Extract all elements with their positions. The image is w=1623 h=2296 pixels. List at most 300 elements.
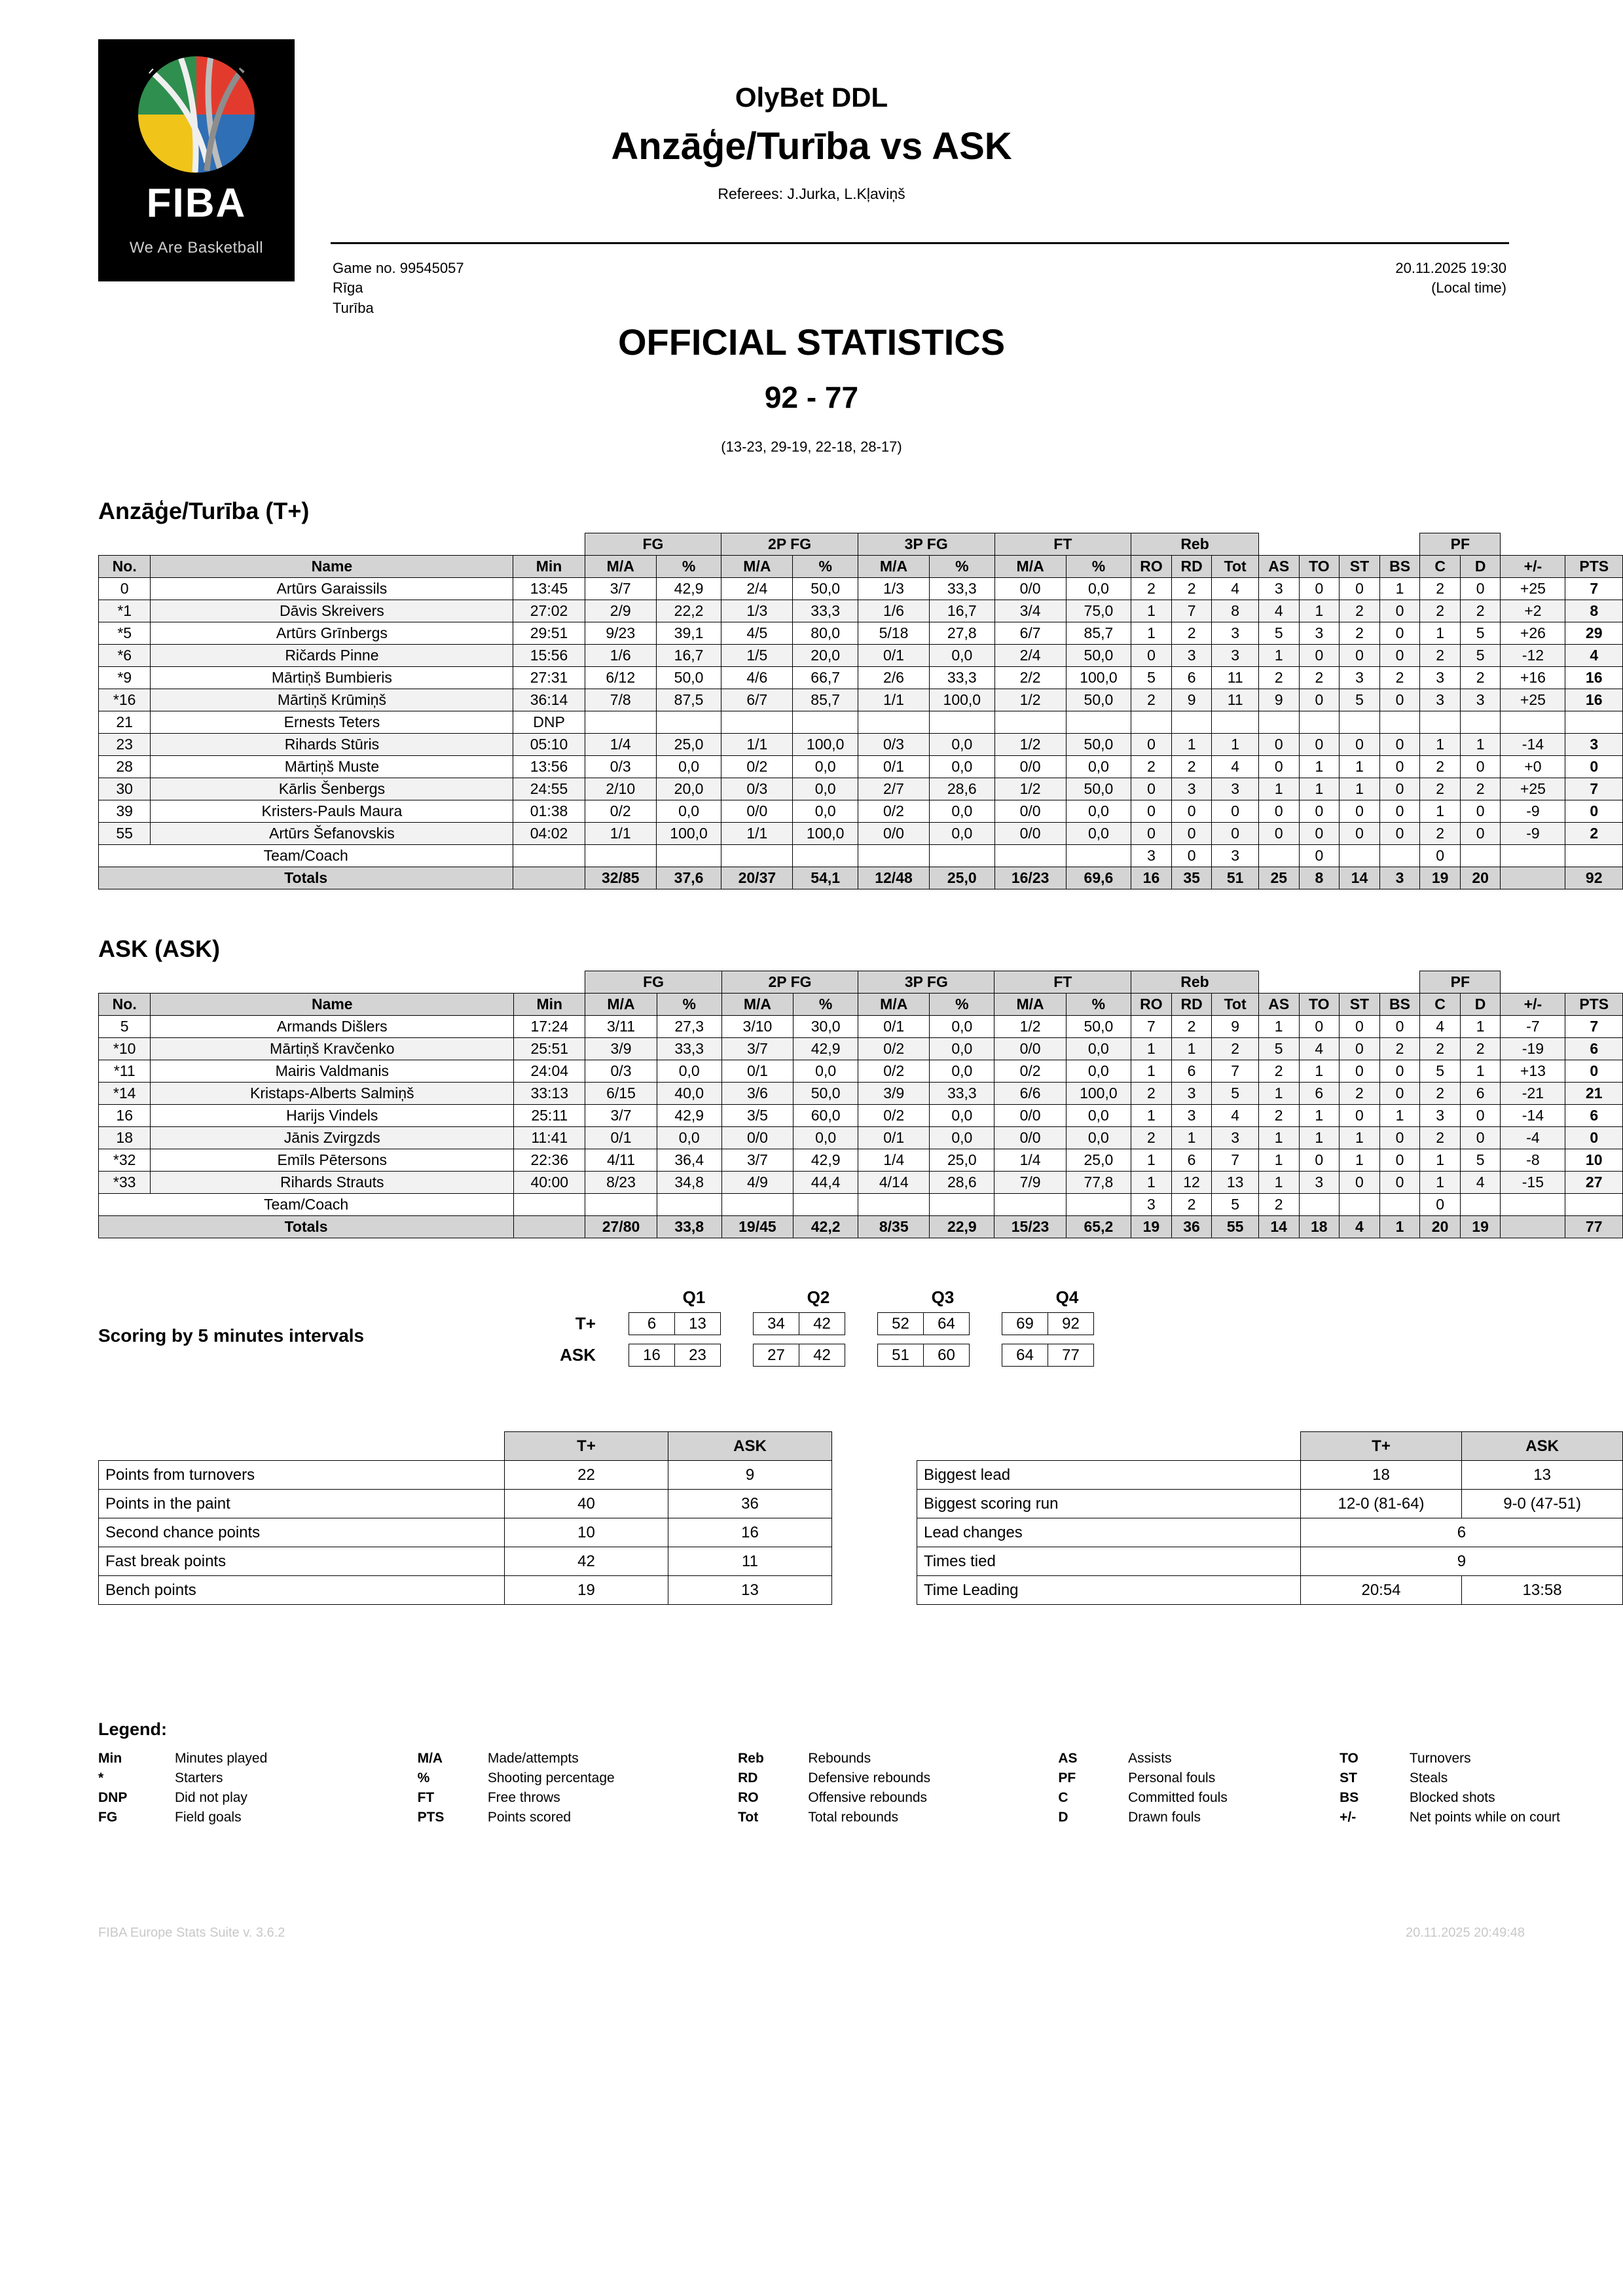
game-city: Rīga — [333, 279, 363, 296]
player-fg-pct: 50,0 — [656, 667, 721, 689]
player-3p-pct: 33,3 — [930, 667, 994, 689]
legend-value: Net points while on court — [1409, 1810, 1560, 1825]
player-2p-ma: 1/1 — [721, 734, 793, 756]
stat-away: 9 — [668, 1461, 832, 1490]
col-3p-ma: M/A — [858, 556, 929, 578]
player-rd: 2 — [1171, 1016, 1212, 1038]
col-rd: RD — [1171, 556, 1212, 578]
col-tot: Tot — [1212, 994, 1258, 1016]
player-ft-ma: 1/2 — [994, 734, 1066, 756]
player-fg-ma: 0/1 — [585, 1127, 657, 1149]
player-min: 04:02 — [513, 823, 585, 845]
player-pts: 7 — [1565, 778, 1623, 800]
team-coach-label: Team/Coach — [99, 845, 513, 867]
player-no: 21 — [99, 711, 151, 734]
player-no: *9 — [99, 667, 151, 689]
col-ro: RO — [1131, 994, 1172, 1016]
player-tot: 2 — [1212, 1038, 1258, 1060]
totals-ft-pct: 65,2 — [1066, 1216, 1131, 1238]
player-c: 4 — [1420, 1016, 1461, 1038]
team-comparison-table — [98, 1431, 832, 1605]
stat-away: 13:58 — [1462, 1576, 1623, 1605]
game-datetime: 20.11.2025 19:30 — [1395, 260, 1506, 276]
empty-cell — [514, 1194, 585, 1216]
player-3p-pct: 33,3 — [930, 1083, 994, 1105]
legend-section — [98, 1719, 1623, 1827]
col-2p-pct: % — [793, 994, 858, 1016]
player-2p-pct: 33,3 — [793, 600, 858, 622]
player-d: 1 — [1460, 1060, 1501, 1083]
col-3p-ma: M/A — [858, 994, 930, 1016]
col-fg-ma: M/A — [585, 556, 656, 578]
player-as: 1 — [1258, 1083, 1299, 1105]
player-as: 5 — [1258, 1038, 1299, 1060]
player-no: *14 — [99, 1083, 151, 1105]
col-ft-ma: M/A — [994, 994, 1066, 1016]
player-3p-pct: 0,0 — [930, 1060, 994, 1083]
player-2p-ma: 3/7 — [721, 1149, 793, 1172]
stat-label: Points from turnovers — [99, 1461, 505, 1490]
player-name: Mārtiņš Muste — [151, 756, 513, 778]
player-ro — [1131, 711, 1172, 734]
player-fg-pct: 27,3 — [657, 1016, 721, 1038]
player-st: 0 — [1340, 734, 1380, 756]
player-2p-ma: 3/5 — [721, 1105, 793, 1127]
fiba-wordmark: FIBA — [146, 181, 247, 226]
player-ft-ma: 2/2 — [994, 667, 1066, 689]
player-ft-ma: 1/2 — [994, 778, 1066, 800]
player-st: 1 — [1340, 778, 1380, 800]
player-pts: 16 — [1565, 667, 1623, 689]
table-row — [99, 1083, 1623, 1105]
player-ro: 1 — [1131, 1149, 1172, 1172]
player-bs: 0 — [1379, 1127, 1420, 1149]
player-st: 1 — [1340, 1127, 1380, 1149]
player-ft-ma: 6/6 — [994, 1083, 1066, 1105]
empty-cell — [994, 845, 1066, 867]
final-score: 92 - 77 — [764, 380, 859, 414]
team-coach-d — [1460, 845, 1501, 867]
player-3p-pct: 16,7 — [930, 600, 994, 622]
legend-key: TO — [1340, 1751, 1359, 1766]
player-ft-pct: 25,0 — [1066, 1149, 1131, 1172]
scoring-table-q1-away — [629, 1344, 721, 1367]
player-name: Rihards Strauts — [151, 1172, 514, 1194]
player-pts: 0 — [1565, 756, 1623, 778]
legend-value: Did not play — [175, 1790, 247, 1805]
player-ft-ma: 2/4 — [994, 645, 1066, 667]
legend-value: Total rebounds — [808, 1810, 899, 1825]
player-d: 0 — [1460, 800, 1501, 823]
player-no: *32 — [99, 1149, 151, 1172]
player-3p-pct: 100,0 — [930, 689, 994, 711]
player-tot: 5 — [1212, 1083, 1258, 1105]
score-cell: 6 — [629, 1313, 675, 1335]
col-ft-pct: % — [1066, 556, 1131, 578]
player-min: 01:38 — [513, 800, 585, 823]
empty-cell — [994, 1194, 1066, 1216]
player-ft-pct: 50,0 — [1066, 1016, 1131, 1038]
totals-fg-pct: 33,8 — [657, 1216, 721, 1238]
table-row — [99, 711, 1623, 734]
table-row — [99, 622, 1623, 645]
player-to: 1 — [1299, 1060, 1340, 1083]
player-pts — [1565, 711, 1623, 734]
player-to: 1 — [1299, 1127, 1340, 1149]
totals-pts: 77 — [1565, 1216, 1623, 1238]
player-name: Emīls Pētersons — [151, 1149, 514, 1172]
player-3p-ma — [858, 711, 929, 734]
player-3p-pct: 25,0 — [930, 1149, 994, 1172]
col-no: No. — [99, 994, 151, 1016]
totals-row — [99, 1216, 1623, 1238]
empty-cell — [1066, 845, 1131, 867]
player-as: 1 — [1258, 1127, 1299, 1149]
col-min: Min — [514, 994, 585, 1016]
player-2p-ma: 3/10 — [721, 1016, 793, 1038]
player-to: 0 — [1299, 1016, 1340, 1038]
player-min: 24:04 — [514, 1060, 585, 1083]
player-3p-ma: 4/14 — [858, 1172, 930, 1194]
player-as: 1 — [1258, 1149, 1299, 1172]
stat-home: 10 — [505, 1518, 668, 1547]
blank-cell — [99, 1432, 505, 1461]
game-localtime: (Local time) — [1431, 279, 1506, 296]
player-ft-ma: 0/0 — [994, 1127, 1066, 1149]
player-d: 0 — [1460, 578, 1501, 600]
player-bs: 1 — [1379, 578, 1420, 600]
player-rd: 3 — [1171, 1105, 1212, 1127]
player-rd: 12 — [1171, 1172, 1212, 1194]
scoring-table-q2-away — [753, 1344, 845, 1367]
team-name-home: Anzāģe/Turība (T+) — [98, 497, 310, 524]
player-ft-ma: 1/2 — [994, 689, 1066, 711]
team-coach-tot: 3 — [1212, 845, 1258, 867]
blank-cell — [1501, 971, 1565, 994]
boxscore-table-home — [98, 533, 1623, 889]
col-d: D — [1460, 556, 1501, 578]
player-ft-pct: 85,7 — [1066, 622, 1131, 645]
stat-away: 13 — [668, 1576, 832, 1605]
player-plusminus: -4 — [1501, 1127, 1565, 1149]
blank-cell — [1501, 533, 1565, 556]
player-pts: 6 — [1565, 1105, 1623, 1127]
player-2p-ma: 0/0 — [721, 800, 793, 823]
col-home: T+ — [505, 1432, 668, 1461]
blank-cell — [1299, 971, 1340, 994]
player-2p-pct: 0,0 — [793, 1127, 858, 1149]
player-ro: 1 — [1131, 1172, 1172, 1194]
stat-label: Fast break points — [99, 1547, 505, 1576]
team-section-home — [0, 497, 1623, 889]
empty-cell — [1501, 1194, 1565, 1216]
player-pts: 21 — [1565, 1083, 1623, 1105]
player-name: Artūrs Garaissils — [151, 578, 513, 600]
team-coach-bs — [1379, 1194, 1420, 1216]
player-as: 9 — [1258, 689, 1299, 711]
totals-as: 25 — [1258, 867, 1299, 889]
player-ft-ma: 1/4 — [994, 1149, 1066, 1172]
player-tot: 8 — [1212, 600, 1258, 622]
table-row — [99, 1547, 832, 1576]
player-plusminus: +0 — [1501, 756, 1565, 778]
player-c: 1 — [1420, 622, 1461, 645]
player-as: 1 — [1258, 645, 1299, 667]
blank-cell — [514, 971, 585, 994]
player-d: 0 — [1460, 756, 1501, 778]
player-ft-ma: 3/4 — [994, 600, 1066, 622]
player-st: 5 — [1340, 689, 1380, 711]
table-row — [99, 800, 1623, 823]
player-bs — [1379, 711, 1420, 734]
player-as: 1 — [1258, 778, 1299, 800]
team-coach-row — [99, 1194, 1623, 1216]
totals-d: 19 — [1460, 1216, 1501, 1238]
player-to: 2 — [1299, 667, 1340, 689]
player-as: 1 — [1258, 1016, 1299, 1038]
player-as: 2 — [1258, 1105, 1299, 1127]
table-row — [99, 1490, 832, 1518]
legend-key: PF — [1058, 1770, 1076, 1785]
player-min: 33:13 — [514, 1083, 585, 1105]
player-tot: 0 — [1212, 800, 1258, 823]
player-st: 2 — [1340, 622, 1380, 645]
player-rd: 2 — [1171, 622, 1212, 645]
player-fg-ma: 1/4 — [585, 734, 656, 756]
table-row — [99, 778, 1623, 800]
player-3p-ma: 2/7 — [858, 778, 929, 800]
player-fg-ma: 0/3 — [585, 1060, 657, 1083]
player-pts: 29 — [1565, 622, 1623, 645]
player-d: 5 — [1460, 1149, 1501, 1172]
player-to: 1 — [1299, 600, 1340, 622]
scoring-intervals-section — [0, 1274, 1623, 1405]
player-as: 3 — [1258, 578, 1299, 600]
player-min: 36:14 — [513, 689, 585, 711]
player-name: Mairis Valdmanis — [151, 1060, 514, 1083]
totals-plusminus — [1501, 867, 1565, 889]
player-d: 1 — [1460, 734, 1501, 756]
team-coach-rd: 2 — [1171, 1194, 1212, 1216]
player-ro: 0 — [1131, 734, 1172, 756]
player-fg-ma: 6/12 — [585, 667, 656, 689]
player-c: 1 — [1420, 734, 1461, 756]
player-rd: 7 — [1171, 600, 1212, 622]
player-pts: 8 — [1565, 600, 1623, 622]
player-3p-ma: 0/1 — [858, 645, 929, 667]
player-fg-pct: 33,3 — [657, 1038, 721, 1060]
col-2p-ma: M/A — [721, 556, 793, 578]
player-2p-pct — [793, 711, 858, 734]
stat-label: Bench points — [99, 1576, 505, 1605]
player-fg-pct: 36,4 — [657, 1149, 721, 1172]
empty-cell — [930, 845, 994, 867]
player-rd: 0 — [1171, 823, 1212, 845]
player-ft-ma: 0/0 — [994, 800, 1066, 823]
player-3p-pct: 0,0 — [930, 756, 994, 778]
player-as: 5 — [1258, 622, 1299, 645]
player-as: 0 — [1258, 756, 1299, 778]
player-no: *5 — [99, 622, 151, 645]
player-fg-pct: 87,5 — [656, 689, 721, 711]
stat-label: Biggest scoring run — [917, 1490, 1301, 1518]
player-ro: 2 — [1131, 578, 1172, 600]
player-plusminus: -8 — [1501, 1149, 1565, 1172]
player-3p-pct: 0,0 — [930, 1038, 994, 1060]
player-to: 0 — [1299, 823, 1340, 845]
player-2p-pct: 0,0 — [793, 778, 858, 800]
col-away: ASK — [1462, 1432, 1623, 1461]
player-2p-ma: 3/7 — [721, 1038, 793, 1060]
empty-cell — [585, 845, 656, 867]
player-ft-ma: 0/0 — [994, 756, 1066, 778]
legend-key: Reb — [738, 1751, 764, 1766]
col-3p-pct: % — [930, 994, 994, 1016]
player-3p-pct: 0,0 — [930, 800, 994, 823]
legend-value: Committed fouls — [1128, 1790, 1228, 1805]
col-bs: BS — [1379, 994, 1420, 1016]
table-row — [917, 1490, 1623, 1518]
legend-key: C — [1058, 1790, 1068, 1805]
totals-rd: 36 — [1171, 1216, 1212, 1238]
player-fg-ma: 3/7 — [585, 578, 656, 600]
player-rd: 3 — [1171, 778, 1212, 800]
player-name: Mārtiņš Bumbieris — [151, 667, 513, 689]
player-as — [1258, 711, 1299, 734]
player-2p-pct: 42,9 — [793, 1149, 858, 1172]
player-ft-ma: 7/9 — [994, 1172, 1066, 1194]
col-fg-pct: % — [657, 994, 721, 1016]
player-ft-ma: 0/2 — [994, 1060, 1066, 1083]
player-c: 2 — [1420, 600, 1461, 622]
player-bs: 0 — [1379, 756, 1420, 778]
totals-c: 19 — [1420, 867, 1461, 889]
col-ft-pct: % — [1066, 994, 1131, 1016]
player-2p-ma: 0/2 — [721, 756, 793, 778]
player-ft-pct: 0,0 — [1066, 578, 1131, 600]
player-min: 22:36 — [514, 1149, 585, 1172]
legend-key: RO — [738, 1790, 759, 1805]
player-3p-pct: 28,6 — [930, 778, 994, 800]
player-2p-pct: 50,0 — [793, 578, 858, 600]
player-2p-pct: 100,0 — [793, 734, 858, 756]
player-ro: 1 — [1131, 1038, 1172, 1060]
player-fg-ma: 6/15 — [585, 1083, 657, 1105]
table-row — [917, 1518, 1623, 1547]
table-row — [99, 1172, 1623, 1194]
score-cell: 23 — [675, 1344, 721, 1367]
player-bs: 0 — [1379, 823, 1420, 845]
player-ft-pct: 0,0 — [1066, 1127, 1131, 1149]
player-fg-pct: 0,0 — [657, 1127, 721, 1149]
stat-label: Lead changes — [917, 1518, 1301, 1547]
player-c — [1420, 711, 1461, 734]
player-rd: 1 — [1171, 1127, 1212, 1149]
player-no: 23 — [99, 734, 151, 756]
stat-combined: 9 — [1300, 1547, 1622, 1576]
col-st: ST — [1340, 994, 1380, 1016]
player-name: Kārlis Šenbergs — [151, 778, 513, 800]
player-3p-pct: 0,0 — [930, 734, 994, 756]
col-as: AS — [1258, 994, 1299, 1016]
player-2p-ma: 1/5 — [721, 645, 793, 667]
player-plusminus: +16 — [1501, 667, 1565, 689]
player-d: 5 — [1460, 622, 1501, 645]
player-name: Harijs Vindels — [151, 1105, 514, 1127]
player-bs: 0 — [1379, 734, 1420, 756]
player-st: 0 — [1340, 823, 1380, 845]
totals-min — [513, 867, 585, 889]
player-2p-ma: 0/3 — [721, 778, 793, 800]
player-plusminus: -7 — [1501, 1016, 1565, 1038]
stat-away: 9-0 (47-51) — [1462, 1490, 1623, 1518]
col-min: Min — [513, 556, 585, 578]
table-row — [99, 578, 1623, 600]
quarter-label-q3: Q3 — [931, 1287, 955, 1307]
totals-tot: 51 — [1212, 867, 1258, 889]
col-to: TO — [1299, 556, 1340, 578]
empty-cell — [513, 845, 585, 867]
player-fg-pct: 100,0 — [656, 823, 721, 845]
player-no: *11 — [99, 1060, 151, 1083]
quarter-label-q1: Q1 — [682, 1287, 706, 1307]
player-3p-pct: 0,0 — [930, 1127, 994, 1149]
player-d: 2 — [1460, 1038, 1501, 1060]
empty-cell — [1565, 1194, 1623, 1216]
player-min: 25:51 — [514, 1038, 585, 1060]
player-ft-ma — [994, 711, 1066, 734]
scoring-table-q4-home — [1002, 1312, 1094, 1335]
player-ft-pct: 0,0 — [1066, 800, 1131, 823]
player-d: 3 — [1460, 689, 1501, 711]
legend-key: ST — [1340, 1770, 1357, 1785]
group-2pfg: 2P FG — [721, 533, 858, 556]
player-3p-ma: 1/3 — [858, 578, 929, 600]
legend-key: +/- — [1340, 1810, 1357, 1825]
player-to: 0 — [1299, 645, 1340, 667]
player-ft-ma: 1/2 — [994, 1016, 1066, 1038]
stat-away: 13 — [1462, 1461, 1623, 1490]
player-3p-pct: 28,6 — [930, 1172, 994, 1194]
stat-home: 40 — [505, 1490, 668, 1518]
player-d: 2 — [1460, 667, 1501, 689]
player-min: 05:10 — [513, 734, 585, 756]
stat-label: Time Leading — [917, 1576, 1301, 1605]
player-plusminus: -9 — [1501, 800, 1565, 823]
player-fg-ma: 1/6 — [585, 645, 656, 667]
player-st: 0 — [1340, 1060, 1380, 1083]
footer-software: FIBA Europe Stats Suite v. 3.6.2 — [98, 1926, 285, 1940]
table-row — [99, 756, 1623, 778]
footer-timestamp: 20.11.2025 20:49:48 — [1405, 1926, 1525, 1940]
summary-section — [0, 1431, 1623, 1641]
legend-value: Assists — [1128, 1751, 1172, 1766]
legend-key: FT — [417, 1790, 435, 1805]
empty-cell — [1066, 1194, 1131, 1216]
player-fg-pct: 40,0 — [657, 1083, 721, 1105]
player-ft-pct: 50,0 — [1066, 734, 1131, 756]
player-tot: 4 — [1212, 578, 1258, 600]
totals-fg-ma: 27/80 — [585, 1216, 657, 1238]
stat-home: 12-0 (81-64) — [1300, 1490, 1461, 1518]
player-as: 0 — [1258, 823, 1299, 845]
group-reb: Reb — [1131, 533, 1259, 556]
player-min: 25:11 — [514, 1105, 585, 1127]
blank-cell — [151, 971, 514, 994]
player-ft-pct: 77,8 — [1066, 1172, 1131, 1194]
blank-cell — [1565, 533, 1623, 556]
player-name: Jānis Zvirgzds — [151, 1127, 514, 1149]
